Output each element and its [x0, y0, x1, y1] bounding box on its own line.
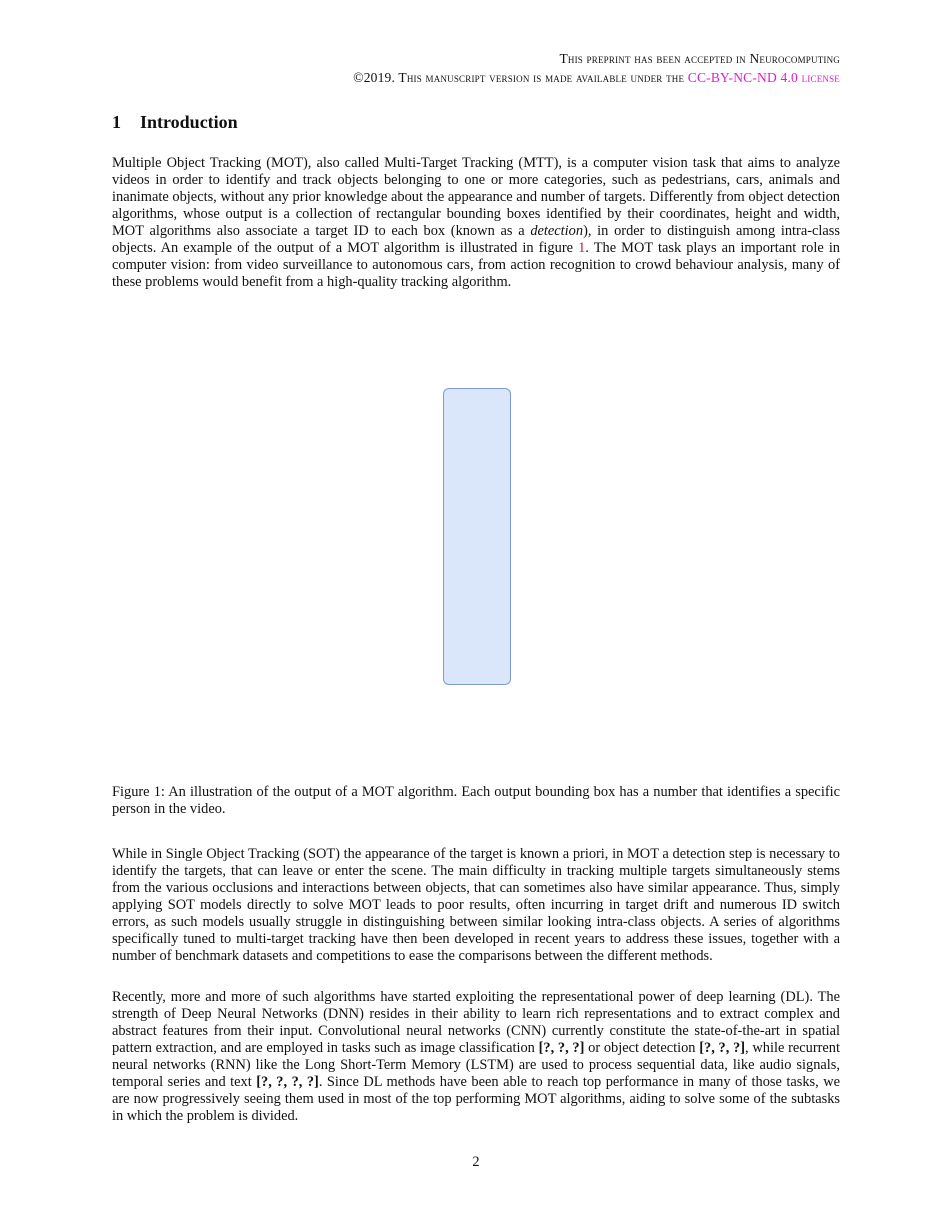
- page-header: [353, 49, 840, 87]
- citation[interactable]: [?, ?, ?]: [538, 1040, 585, 1056]
- paragraph-text: ), in order to distinguish among intra-class objects. An example of the output of a MOT algorithm is illustrated in figure: [112, 223, 840, 256]
- citation[interactable]: [?, ?, ?, ?]: [256, 1074, 319, 1090]
- emphasized-term: detection: [530, 223, 584, 239]
- figure-image-placeholder: [443, 388, 511, 685]
- paragraph-text: . Since DL methods have been able to reach top performance in many of those tasks, we are now progressively seeing them used in most of the top performing MOT algorithms, aiding to solve some of the subtasks in which the problem is divided.: [112, 1074, 841, 1124]
- paragraph-text: . The MOT task plays an important role in computer vision: from video surveillance to autonomous cars, from action recognition to crowd behaviour analysis, many of these problems would benefit from a high-quality tracking algorithm.: [112, 240, 841, 290]
- intro-paragraph-3: [112, 989, 840, 1125]
- section-heading: [112, 112, 238, 133]
- license-word[interactable]: license: [801, 70, 840, 85]
- license-link[interactable]: CC-BY-NC-ND 4.0: [687, 70, 799, 85]
- header-license-text: 2019. This manuscript version is made available under the: [363, 70, 688, 85]
- paragraph-text: , while recurrent neural networks (RNN) like the Long Short-Term Memory (LSTM) are used to process sequential data, like audio signals, temporal series and text: [112, 1040, 840, 1090]
- section-title: Introduction: [140, 112, 238, 132]
- figure-caption: Figure 1: An illustration of the output of a MOT algorithm. Each output bounding box has a number that identifies a specific person in the video.: [112, 784, 840, 817]
- paragraph-text: Recently, more and more of such algorithms have started exploiting the representational power of deep learning (DL). The strength of Deep Neural Networks (DNN) resides in their ability to learn rich representations and to extract complex and abstract features from their input. Convolutional neural networks (CNN) currently constitute the state-of-the-art in spatial pattern extraction, and are employed in tasks such as image classification: [112, 989, 840, 1056]
- paragraph-text: Multiple Object Tracking (MOT), also called Multi-Target Tracking (MTT), is a computer vision task that aims to analyze videos in order to identify and track objects belonging to one or more categories, such as pedestrians, cars, animals and inanimate objects, without any prior knowledge about the appearance and number of targets. Differently from object detection algorithms, whose output is a collection of rectangular bounding boxes identified by their coordinates, height and width, MOT algorithms also associate a target ID to each box (known as a: [112, 155, 840, 239]
- page-number: 2: [472, 1154, 480, 1170]
- figure-1: [112, 300, 840, 770]
- citation[interactable]: [?, ?, ?]: [699, 1040, 746, 1056]
- header-line-1: This preprint has been accepted in Neurocomputing: [559, 51, 840, 66]
- intro-paragraph-2: While in Single Object Tracking (SOT) the appearance of the target is known a priori, in MOT a detection step is necessary to identify the targets, that can leave or enter the scene. The main difficulty in tracking multiple targets simultaneously stems from the various occlusions and interactions between objects, that can sometimes also have similar appearance. Thus, simply applying SOT models directly to solve MOT leads to poor results, often incurring in target drift and numerous ID switch errors, as such models usually struggle in distinguishing between similar looking intra-class objects. A series of algorithms specifically tuned to multi-target tracking have then been developed in recent years to address these issues, together with a number of benchmark datasets and competitions to ease the comparisons between the different methods.: [112, 846, 840, 964]
- copyright-symbol: ©: [353, 70, 364, 85]
- intro-paragraph-1: [112, 155, 840, 291]
- figure-reference-link[interactable]: 1: [578, 240, 586, 256]
- paragraph-text: or object detection: [584, 1040, 700, 1056]
- section-number: 1: [112, 112, 121, 132]
- header-line-2: [353, 68, 840, 87]
